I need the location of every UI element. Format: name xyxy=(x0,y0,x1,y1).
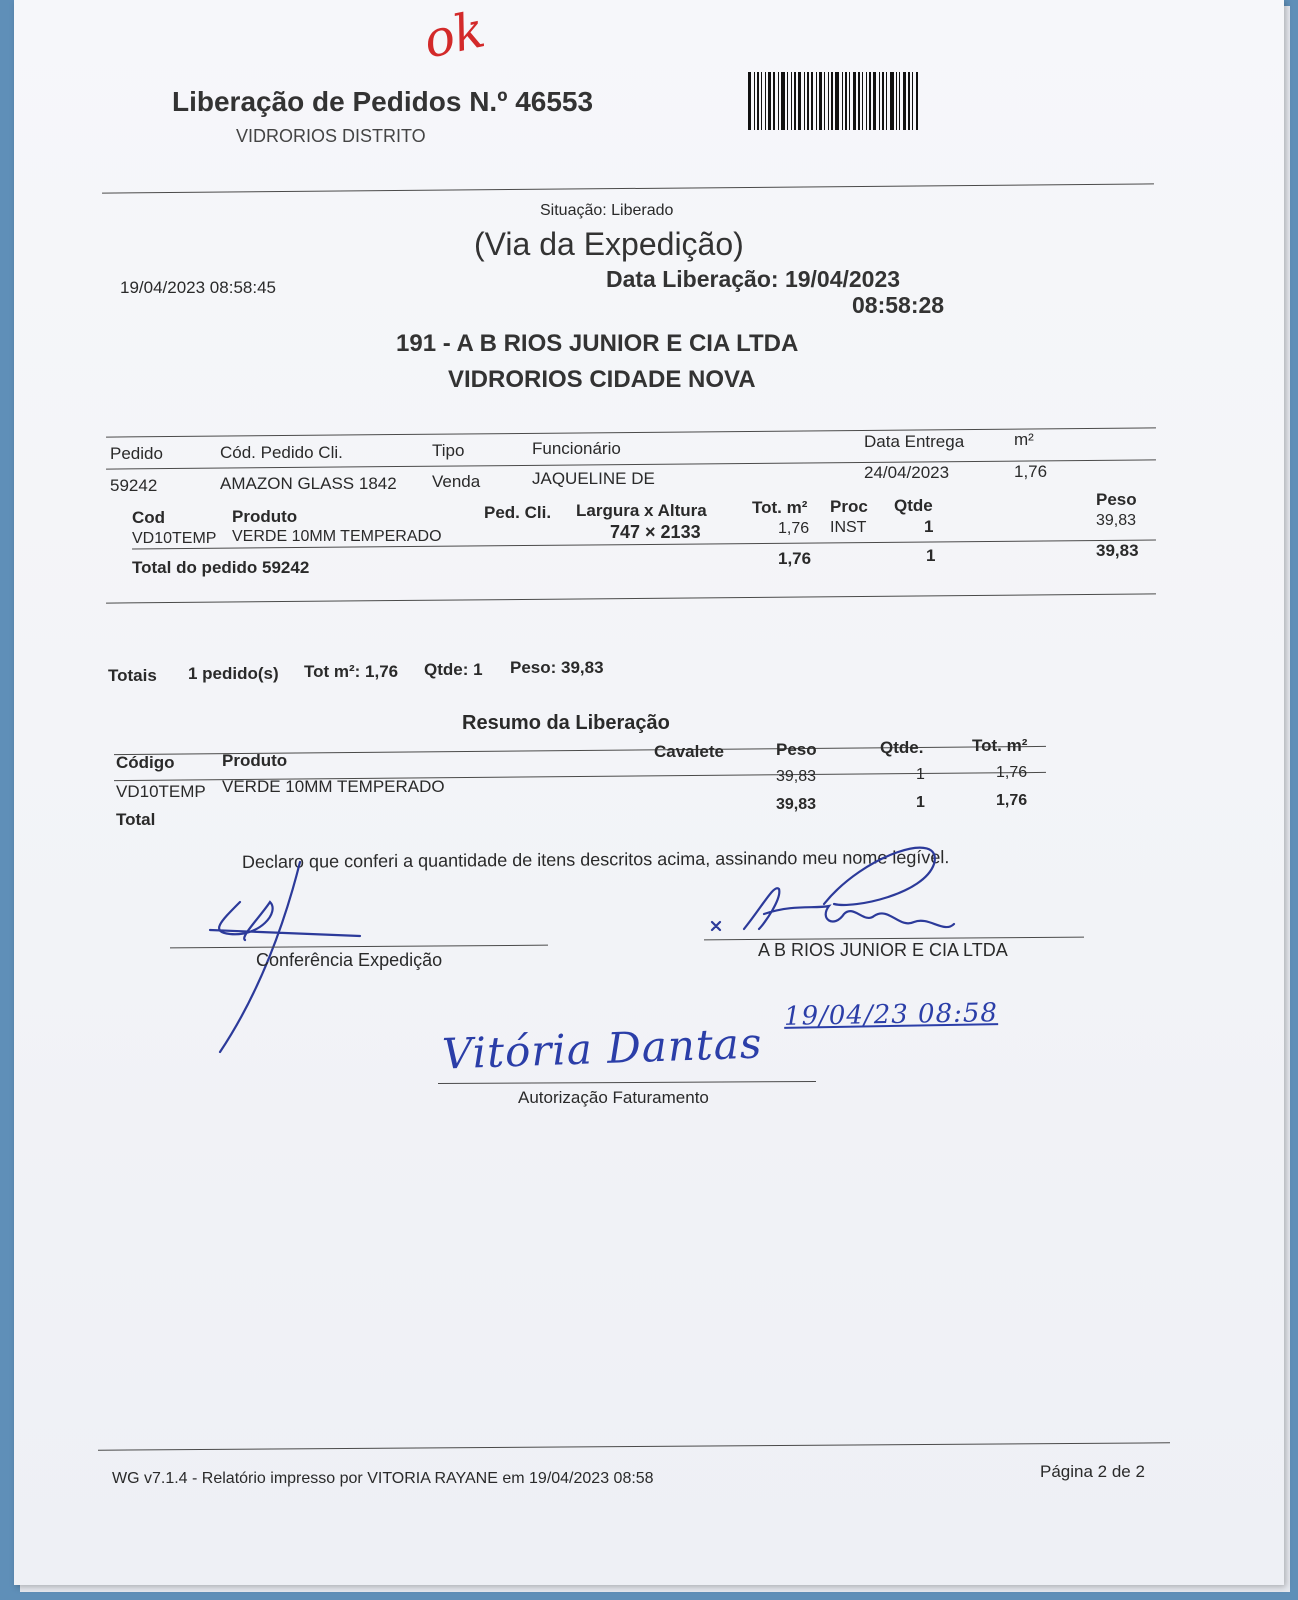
item-dimensions-value: 747 × 2133 xyxy=(610,522,701,542)
barcode-bar xyxy=(879,72,880,130)
client-name: 191 - A B RIOS JUNIOR E CIA LTDA xyxy=(396,330,799,357)
barcode-bar xyxy=(866,72,867,130)
barcode-bar xyxy=(816,72,817,130)
declaration-text: Declaro que conferi a quantidade de itens descritos acima, assinando meu nome legível. xyxy=(241,847,950,872)
summary-header-tot-m2: Tot. m² xyxy=(972,736,1028,755)
summary-title: Resumo da Liberação xyxy=(462,712,670,734)
col-header-funcionario: Funcionário xyxy=(532,439,621,458)
col-header-cod-pedido-cli: Cód. Pedido Cli. xyxy=(220,443,343,462)
totals-qtde: Qtde: 1 xyxy=(424,660,483,679)
barcode-bar xyxy=(896,72,897,130)
summary-produto-value: VERDE 10MM TEMPERADO xyxy=(222,777,445,796)
barcode-bar xyxy=(787,72,788,130)
item-produto-value: VERDE 10MM TEMPERADO xyxy=(232,528,442,545)
barcode-bar xyxy=(819,72,822,130)
signature-line-autorizacao xyxy=(438,1081,816,1084)
issuer-company: VIDRORIOS DISTRITO xyxy=(236,126,426,146)
barcode-bar xyxy=(869,72,871,130)
summary-peso-value: 39,83 xyxy=(776,768,817,785)
barcode-bar xyxy=(754,72,755,130)
release-time: 08:58:28 xyxy=(852,292,945,318)
col-header-pedido: Pedido xyxy=(110,444,163,463)
totals-pedidos: 1 pedido(s) xyxy=(188,664,279,683)
barcode-bar xyxy=(882,72,884,130)
barcode-bar xyxy=(912,72,913,130)
barcode-bar xyxy=(778,72,779,130)
summary-tot-m2-value: 1,76 xyxy=(996,764,1028,781)
footer-report-info: WG v7.1.4 - Relatório impresso por VITORIA RAYANE em 19/04/2023 08:58 xyxy=(112,1470,654,1487)
summary-total-m2: 1,76 xyxy=(996,792,1028,809)
summary-header-produto: Produto xyxy=(222,751,288,770)
signature-label-autorizacao: Autorização Faturamento xyxy=(518,1088,709,1107)
order-total-label: Total do pedido 59242 xyxy=(132,558,310,577)
totals-m2: Tot m²: 1,76 xyxy=(304,662,399,681)
item-header-qtde: Qtde xyxy=(894,496,933,515)
footer-rule xyxy=(98,1442,1170,1450)
barcode-bar xyxy=(748,72,751,130)
summary-total-label: Total xyxy=(116,810,156,829)
col-header-m2: m² xyxy=(1014,430,1034,449)
signature-label-conferencia: Conferência Expedição xyxy=(256,950,443,970)
footer-page-number: Página 2 de 2 xyxy=(1040,1462,1145,1481)
barcode-bar xyxy=(773,72,775,130)
item-proc-value: INST xyxy=(830,519,867,536)
order-total-m2: 1,76 xyxy=(778,549,812,568)
summary-total-peso: 39,83 xyxy=(776,796,817,813)
item-header-ped-cli: Ped. Cli. xyxy=(484,503,552,522)
item-header-largura-altura: Largura x Altura xyxy=(576,501,707,520)
handwritten-name-signature: Vitória Dantas xyxy=(441,1018,764,1079)
barcode-bar xyxy=(791,72,792,130)
item-qtde-value: 1 xyxy=(924,517,934,536)
order-table-top-rule xyxy=(106,427,1156,437)
barcode-bar xyxy=(765,72,766,130)
barcode-bar xyxy=(903,72,906,130)
barcode-bar xyxy=(873,72,876,130)
barcode-bar xyxy=(835,72,839,130)
summary-total-qtde: 1 xyxy=(916,794,925,811)
summary-header-qtde: Qtde. xyxy=(880,738,924,757)
item-tot-m2-value: 1,76 xyxy=(778,520,810,537)
order-cod-pedido-cli-value: AMAZON GLASS 1842 xyxy=(220,474,397,493)
barcode-bar xyxy=(845,72,847,130)
barcode-bar xyxy=(757,72,759,130)
order-table-bottom-rule xyxy=(106,593,1156,603)
handwritten-ok-mark: ok xyxy=(418,0,490,70)
barcode-bar xyxy=(842,72,843,130)
item-header-produto: Produto xyxy=(232,507,298,526)
release-date: Data Liberação: 19/04/2023 xyxy=(606,266,901,292)
barcode-bar xyxy=(781,72,785,130)
col-header-tipo: Tipo xyxy=(432,441,465,460)
print-timestamp: 19/04/2023 08:58:45 xyxy=(120,278,276,297)
signature-company xyxy=(704,834,1004,944)
order-pedido-value: 59242 xyxy=(110,476,158,495)
order-total-peso: 39,83 xyxy=(1096,541,1139,560)
barcode-bar xyxy=(886,72,887,130)
status-text: Situação: Liberado xyxy=(540,202,674,219)
barcode-bar xyxy=(831,72,833,130)
order-funcionario-value: JAQUELINE DE xyxy=(532,469,655,488)
item-header-tot-m2: Tot. m² xyxy=(752,498,808,517)
barcode-bar xyxy=(828,72,829,130)
handwritten-datetime: 19/04/23 08:58 xyxy=(783,998,999,1032)
summary-codigo-value: VD10TEMP xyxy=(116,782,206,801)
document-page xyxy=(14,0,1284,1585)
document-title: Liberação de Pedidos N.º 46553 xyxy=(172,86,594,117)
barcode-bar xyxy=(804,72,805,130)
copy-type: (Via da Expedição) xyxy=(474,226,744,262)
signature-label-company: A B RIOS JUNIOR E CIA LTDA xyxy=(758,940,1008,960)
barcode-bar xyxy=(853,72,856,130)
item-header-proc: Proc xyxy=(830,497,868,516)
order-m2-value: 1,76 xyxy=(1014,462,1048,481)
barcode-bar xyxy=(761,72,762,130)
barcode-bar xyxy=(862,72,863,130)
client-store: VIDRORIOS CIDADE NOVA xyxy=(448,366,756,393)
header-divider xyxy=(102,183,1154,193)
barcode-bar xyxy=(908,72,910,130)
order-total-qtde: 1 xyxy=(926,546,936,565)
barcode-bar xyxy=(811,72,813,130)
summary-header-codigo: Código xyxy=(116,753,175,772)
totals-label: Totais xyxy=(108,666,157,685)
barcode-bar xyxy=(794,72,796,130)
totals-peso: Peso: 39,83 xyxy=(510,658,604,677)
order-data-entrega-value: 24/04/2023 xyxy=(864,463,950,482)
col-header-data-entrega: Data Entrega xyxy=(864,432,965,451)
summary-qtde-value: 1 xyxy=(916,766,925,783)
summary-header-cavalete: Cavalete xyxy=(654,742,724,761)
barcode-bar xyxy=(899,72,900,130)
item-header-cod: Cod xyxy=(132,508,166,527)
barcode xyxy=(748,72,934,130)
barcode-bar xyxy=(858,72,860,130)
barcode-bar xyxy=(798,72,801,130)
barcode-bar xyxy=(824,72,825,130)
barcode-bar xyxy=(916,72,918,130)
barcode-bar xyxy=(890,72,894,130)
barcode-bar xyxy=(768,72,771,130)
barcode-bar xyxy=(807,72,809,130)
barcode-bar xyxy=(849,72,850,130)
item-header-peso: Peso xyxy=(1096,490,1137,509)
item-cod-value: VD10TEMP xyxy=(132,530,217,547)
order-tipo-value: Venda xyxy=(432,472,481,491)
item-peso-value: 39,83 xyxy=(1096,512,1137,529)
summary-header-peso: Peso xyxy=(776,740,817,759)
